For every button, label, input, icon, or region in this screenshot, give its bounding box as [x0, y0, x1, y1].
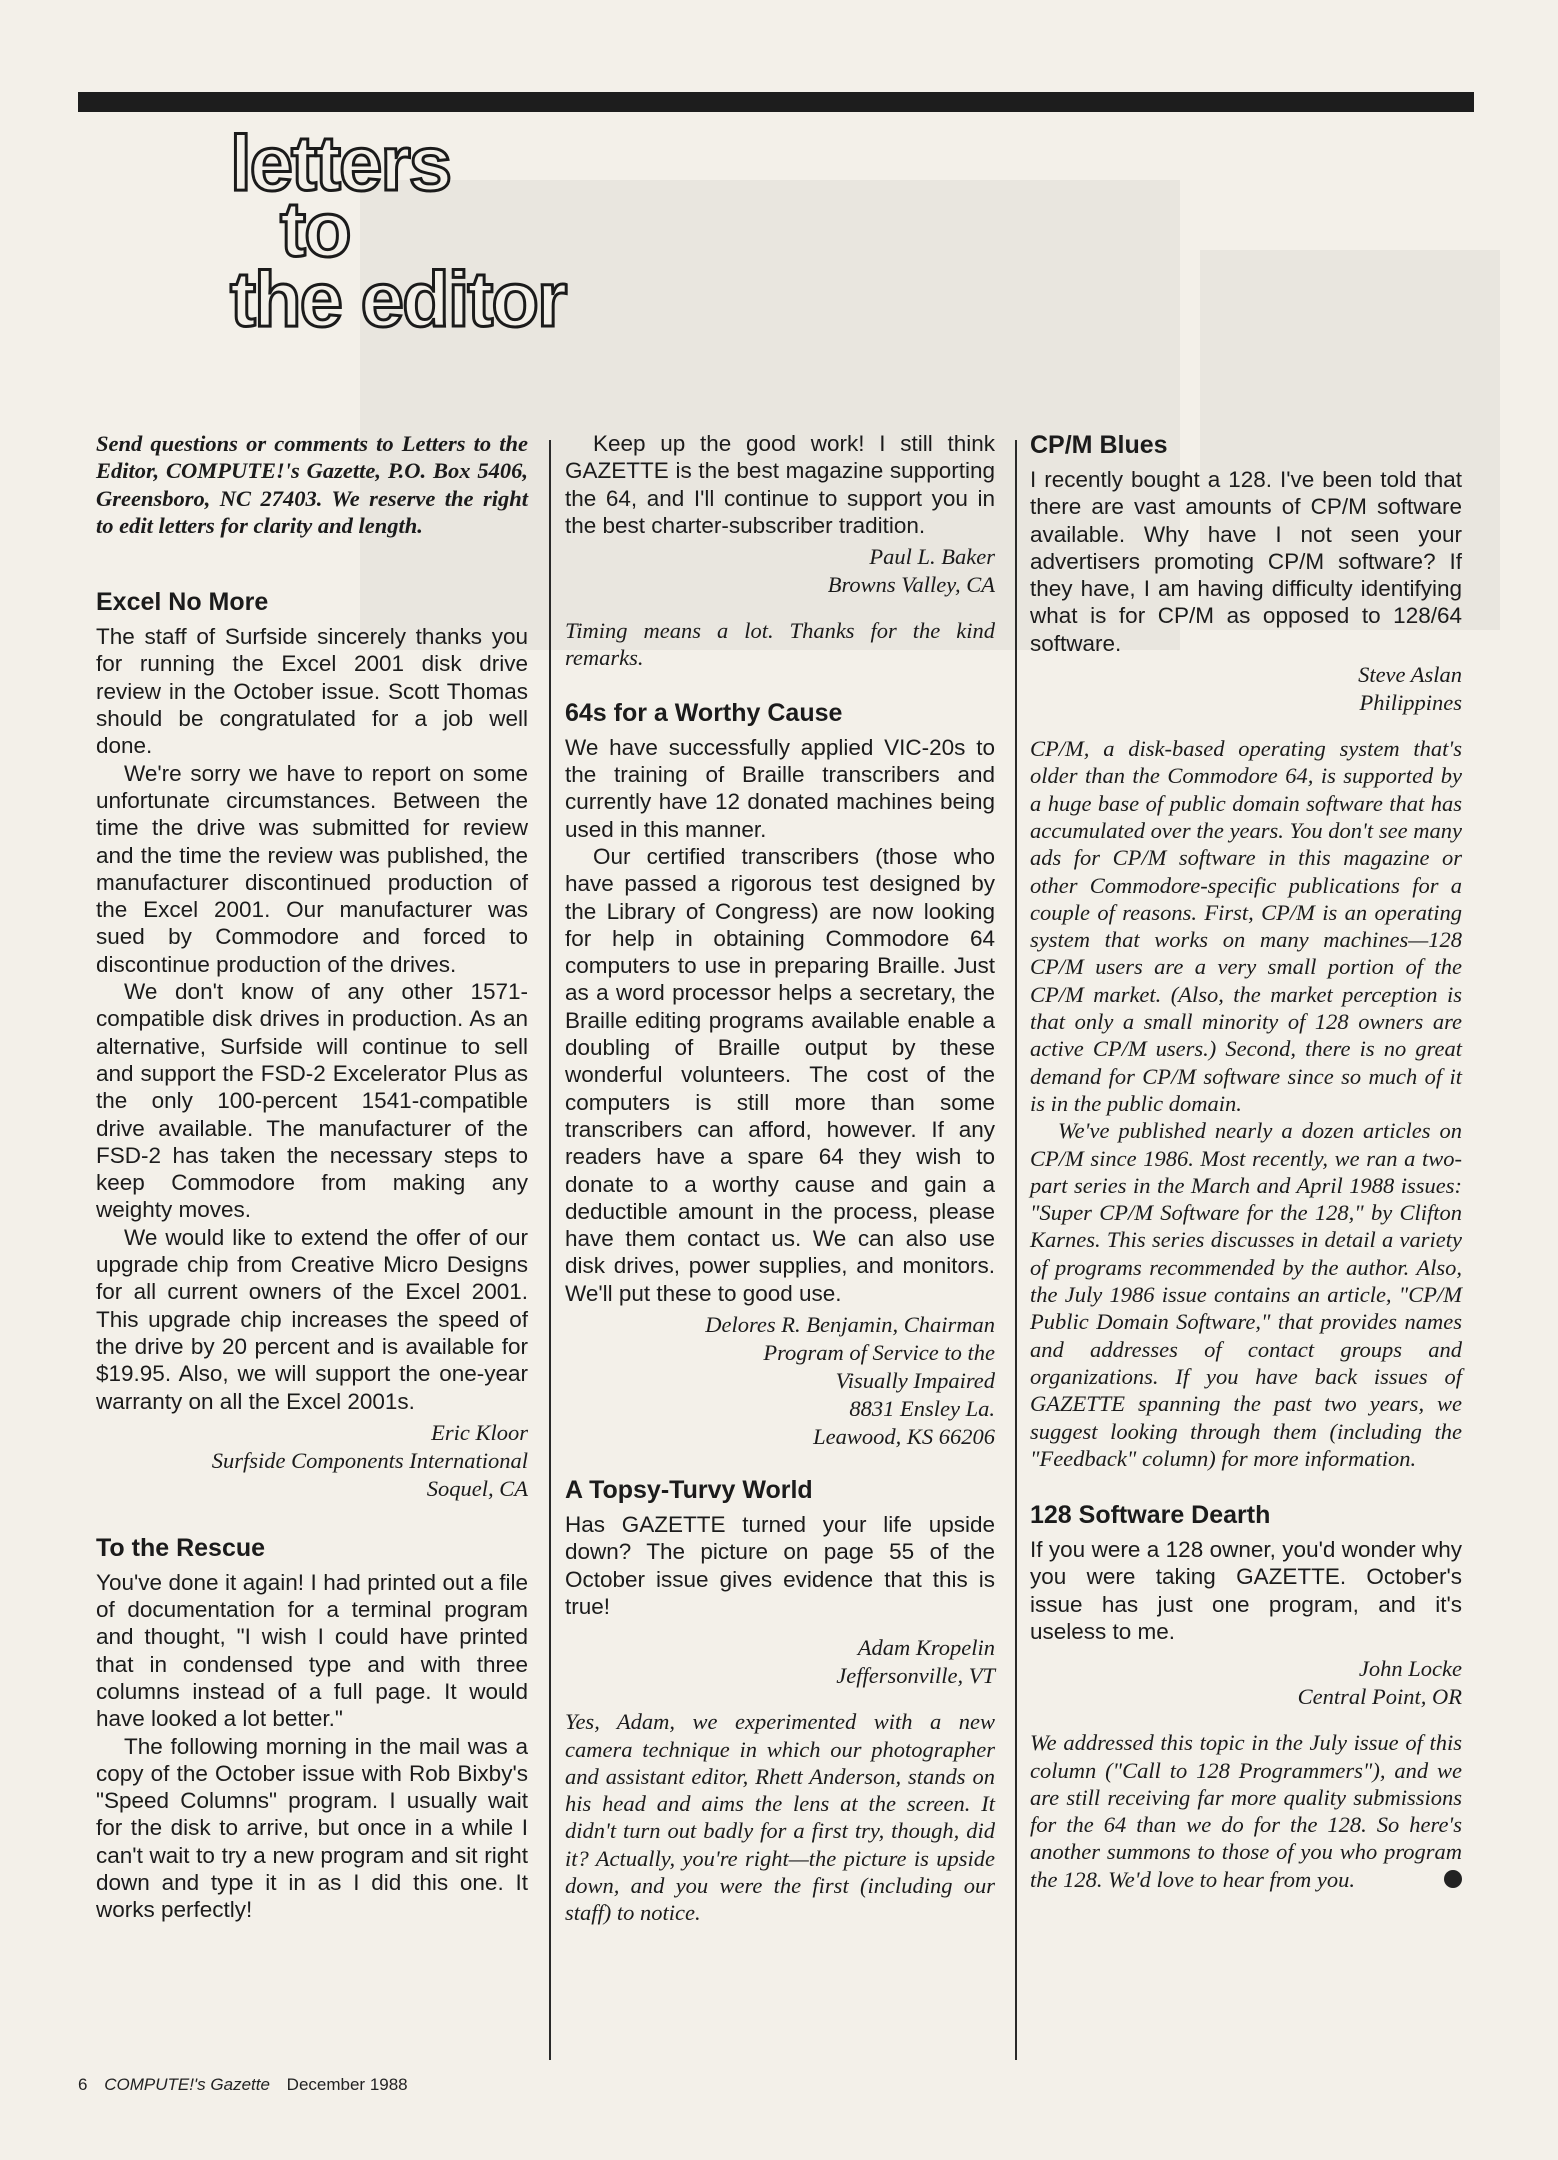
logo-line: the editor	[230, 255, 566, 338]
editor-reply: CP/M, a disk-based operating system that's older than the Commodore 64, is supported by a huge base of public domain software that has accumulated over the years. You don't see many ads for CP/M software in this magazine or other Commodore-specific publications for a couple of reasons. First, CP/M is an operating system that works on many machines—128 CP/M users are a very small portion of the CP/M market. (Also, the market perception is that only a small minority of 128 owners are active CP/M users.) Second, there is no great demand for CP/M software since so much of it is in the public domain.	[1030, 736, 1462, 1116]
letter-title: To the Rescue	[96, 1533, 266, 1562]
column-rule	[1015, 440, 1017, 2060]
editor-reply: Yes, Adam, we experimented with a new camera technique in which our photographer and assistant editor, Rhett Anderson, stands on his head and aims the lens at the screen. It didn't turn out badly for a first try, though, did it? Actually, you're right—the picture is upside down, and you were the first (including our staff) to notice.	[565, 1709, 995, 1926]
letter-paragraph: The staff of Surfside sincerely thanks you for running the Excel 2001 disk drive review in the October issue. Scott Thomas should be congratulated for a job well done.	[96, 624, 528, 759]
signature: Eric Kloor Surfside Components International Soquel, CA	[211, 1419, 528, 1501]
signature: Steve Aslan Philippines	[1358, 662, 1462, 716]
signature: Paul L. Baker Browns Valley, CA	[827, 544, 995, 598]
letter-paragraph: You've done it again! I had printed out a file of documentation for a terminal program and thought, "I wish I could have printed that in condensed type and with three columns instead of a full page. It would have looked a lot better."	[96, 1569, 528, 1732]
letter-paragraph: We have successfully applied VIC-20s to the training of Braille transcribers and currently have 12 donated machines being used in this manner.	[565, 734, 995, 842]
signature: John Locke Central Point, OR	[1297, 1656, 1462, 1710]
letter-paragraph: The following morning in the mail was a copy of the October issue with Rob Bixby's "Speed Columns" program. I usually wait for the disk to arrive, but once in a while I can't wait to try a new program and sit right down and type it in as I did this one. It works perfectly!	[96, 1733, 528, 1923]
letter-paragraph: If you were a 128 owner, you'd wonder why you were taking GAZETTE. October's issue has just one program, and it's useless to me.	[1030, 1537, 1462, 1644]
letter-paragraph: Our certified transcribers (those who have passed a rigorous test designed by the Library of Congress) are now looking for help in obtaining Commodore 64 computers to use in preparing Braille. Just as a word processor helps a secretary, the Braille editing programs available enable a doubling of Braille output by these wonderful volunteers. The cost of the computers is still more than some transcribers can afford, however. If any readers have a spare 64 they wish to donate to a worthy cause and gain a deductible amount in the process, please have them contact us. We can also use disk drives, power supplies, and monitors. We'll put these to good use.	[565, 843, 995, 1306]
column-1	[96, 430, 528, 1924]
editor-reply	[1030, 1729, 1462, 1893]
logo-line: letters	[230, 119, 451, 207]
letter-title: 64s for a Worthy Cause	[565, 698, 843, 727]
signature: Delores R. Benjamin, Chairman Program of Service to the Visually Impaired 8831 Ensley La. Leawood, KS 66206	[705, 1312, 995, 1450]
column-3	[1030, 430, 1462, 1893]
letter-paragraph: I recently bought a 128. I've been told that there are vast amounts of CP/M software available. Why have I not seen your advertisers promoting CP/M software? If they have, I am having difficulty identifying what is for CP/M as opposed to 128/64 software.	[1030, 467, 1462, 656]
letter-paragraph: We don't know of any other 1571-compatible disk drives in production. As an alternative, Surfside will continue to sell and support the FSD-2 Excelerator Plus as the only 100-percent 1541-compatible drive available. The manufacturer of the FSD-2 has taken the necessary steps to keep Commodore from making any weighty moves.	[96, 979, 528, 1223]
page-number: 6	[78, 2075, 88, 2094]
letter-title: A Topsy-Turvy World	[565, 1476, 813, 1505]
letters-to-the-editor-logo	[150, 118, 750, 338]
page-footer	[78, 2075, 420, 2095]
letter-title: CP/M Blues	[1030, 431, 1168, 459]
issue-date: December 1988	[286, 2075, 408, 2094]
editor-reply: Timing means a lot. Thanks for the kind remarks.	[565, 618, 995, 671]
intro-note: Send questions or comments to Letters to the Editor, COMPUTE!'s Gazette, P.O. Box 5406, Greensboro, NC 27403. We reserve the right to edit letters for clarity and length.	[96, 431, 528, 538]
letter-title: Excel No More	[96, 588, 269, 617]
editor-reply-text: We addressed this topic in the July issue of this column ("Call to 128 Programmers"), and we are still receiving far more quality submissions for the 64 than we do for the 128. So here's another summons to those of you who program the 128. We'd love to hear from you.	[1030, 1730, 1462, 1892]
editor-reply: We've published nearly a dozen articles on CP/M since 1986. Most recently, we ran a two-part series in the March and April 1988 issues: "Super CP/M Software for the 128," by Clifton Karnes. This series discusses in detail a variety of programs recommended by the author. Also, the July 1986 issue contains an article, "CP/M Public Domain Software," that provides names and addresses of contact groups and organizations. If you have back issues of GAZETTE spanning the past two years, we suggest looking through them (including the "Feedback" column) for more information.	[1030, 1118, 1462, 1471]
letter-title: 128 Software Dearth	[1030, 1501, 1271, 1530]
letter-paragraph: Has GAZETTE turned your life upside down? The picture on page 55 of the October issue gives evidence that this is true!	[565, 1512, 995, 1619]
letter-paragraph: Keep up the good work! I still think GAZETTE is the best magazine supporting the 64, and I'll continue to support you in the best charter-subscriber tradition.	[565, 431, 995, 538]
header-bar	[78, 92, 1474, 112]
magazine-name: COMPUTE!'s Gazette	[104, 2075, 270, 2094]
column-rule	[549, 440, 551, 2060]
end-of-article-icon	[1444, 1870, 1462, 1888]
letter-paragraph: We're sorry we have to report on some unfortunate circumstances. Between the time the drive was submitted for review and the time the review was published, the manufacturer discontinued production of the Excel 2001. Our manufacturer was sued by Commodore and forced to discontinue production of the drives.	[96, 760, 528, 977]
logo-line: to	[280, 185, 350, 273]
signature: Adam Kropelin Jeffersonville, VT	[836, 1635, 995, 1689]
column-2	[565, 430, 995, 1927]
letter-paragraph: We would like to extend the offer of our upgrade chip from Creative Micro Designs for all current owners of the Excel 2001. This upgrade chip increases the speed of the drive by 20 percent and is available for $19.95. Also, we will support the one-year warranty on all the Excel 2001s.	[96, 1224, 528, 1414]
